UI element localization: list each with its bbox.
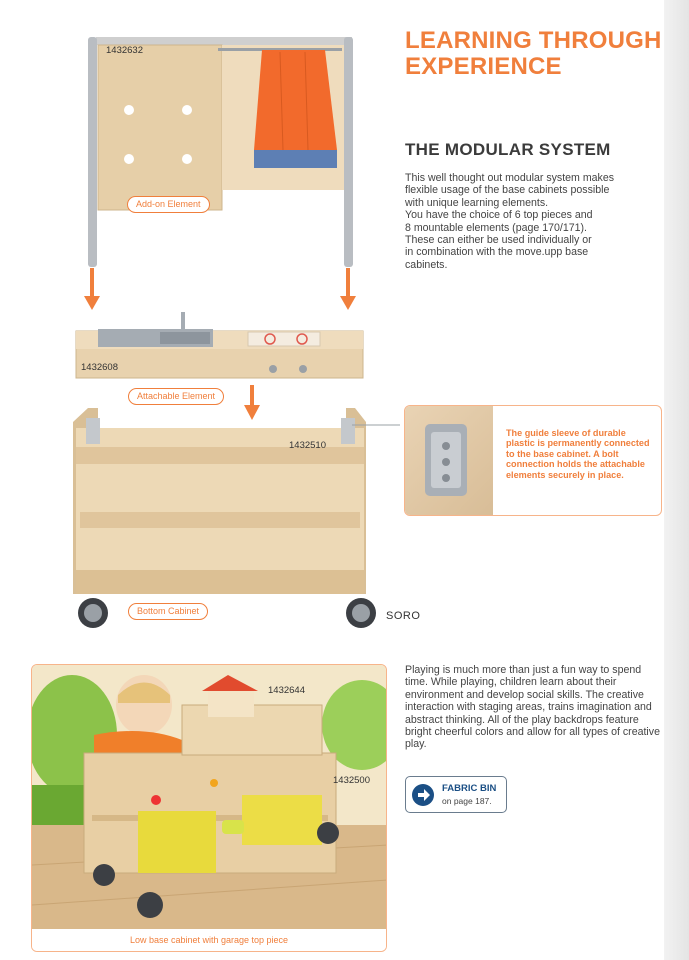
- bottom-cabinet-code: 1432510: [289, 440, 326, 451]
- fabric-bin-page: on page 187.: [442, 796, 492, 806]
- intro-line: cabinets.: [405, 258, 448, 271]
- addon-code: 1432632: [106, 45, 143, 56]
- faucet: [181, 312, 185, 330]
- addon-element-label: Add-on Element: [127, 196, 210, 213]
- stove-top: [248, 332, 320, 346]
- stove-knob: [269, 365, 277, 373]
- attachable-code: 1432608: [81, 362, 118, 373]
- page-edge-strip: [664, 0, 689, 960]
- addon-pole-left: [88, 37, 97, 267]
- play-paragraph: Playing is much more than just a fun way to spend time. While playing, children learn about their environment and develop social skills. The creative interaction with staging areas, trains imagination and abstract thinking. All of the play backdrops feature bright cheerful colors and allow for all types of creative play.: [405, 664, 660, 751]
- brand-logo: SORO: [386, 610, 421, 622]
- curtain-hem: [254, 150, 337, 168]
- playroom-photo: [32, 665, 387, 931]
- intro-line: flexible usage of the base cabinets possible: [405, 184, 610, 197]
- callout-text: The guide sleeve of durable plastic is permanently connected to the base cabinet. A bolt connection holds the attachable elements securely in place.: [506, 428, 650, 480]
- top-piece-code: 1432644: [268, 685, 305, 696]
- shelf: [80, 512, 360, 528]
- intro-line: You have the choice of 6 top pieces and: [405, 209, 593, 222]
- attachable-element-illustration: [76, 312, 363, 378]
- bottom-cabinet-illustration: [73, 408, 376, 628]
- board-hole: [182, 154, 192, 164]
- board-hole: [182, 105, 192, 115]
- stove-knob: [299, 365, 307, 373]
- intro-line: 8 mountable elements (page 170/171).: [405, 221, 587, 234]
- modular-diagram: [0, 0, 400, 660]
- page-headline: [405, 28, 675, 80]
- board-hole: [124, 105, 134, 115]
- addon-pole-right: [344, 37, 353, 267]
- intro-line: These can either be used individually or: [405, 234, 592, 247]
- guide-sleeve: [341, 418, 355, 444]
- section-title: THE MODULAR SYSTEM: [405, 140, 611, 159]
- intro-line: in combination with the move.upp base: [405, 246, 589, 259]
- base-cabinet-code: 1432500: [333, 775, 370, 786]
- arrow-right-icon: [412, 784, 434, 806]
- attachable-element-label: Attachable Element: [128, 388, 224, 405]
- headline-line-2: EXPERIENCE: [405, 53, 562, 80]
- intro-line: This well thought out modular system makes: [405, 172, 615, 184]
- board-hole: [124, 154, 134, 164]
- product-photo-frame: [31, 664, 387, 952]
- guide-sleeve: [86, 418, 100, 444]
- cabinet-base: [76, 570, 364, 594]
- headline-line-1: LEARNING THROUGH: [405, 27, 662, 54]
- bottom-cabinet-label: Bottom Cabinet: [128, 603, 208, 620]
- fabric-bin-title: FABRIC BIN: [442, 783, 497, 794]
- addon-board: [98, 45, 222, 210]
- addon-element-illustration: [88, 37, 353, 267]
- intro-line: with unique learning elements.: [405, 196, 549, 209]
- photo-caption: Low base cabinet with garage top piece: [32, 929, 386, 951]
- guide-sleeve-photo: [405, 406, 493, 515]
- intro-text: [405, 172, 650, 271]
- addon-top-rail: [96, 37, 352, 45]
- guide-sleeve-callout: [404, 405, 662, 516]
- fabric-bin-link[interactable]: [405, 776, 507, 813]
